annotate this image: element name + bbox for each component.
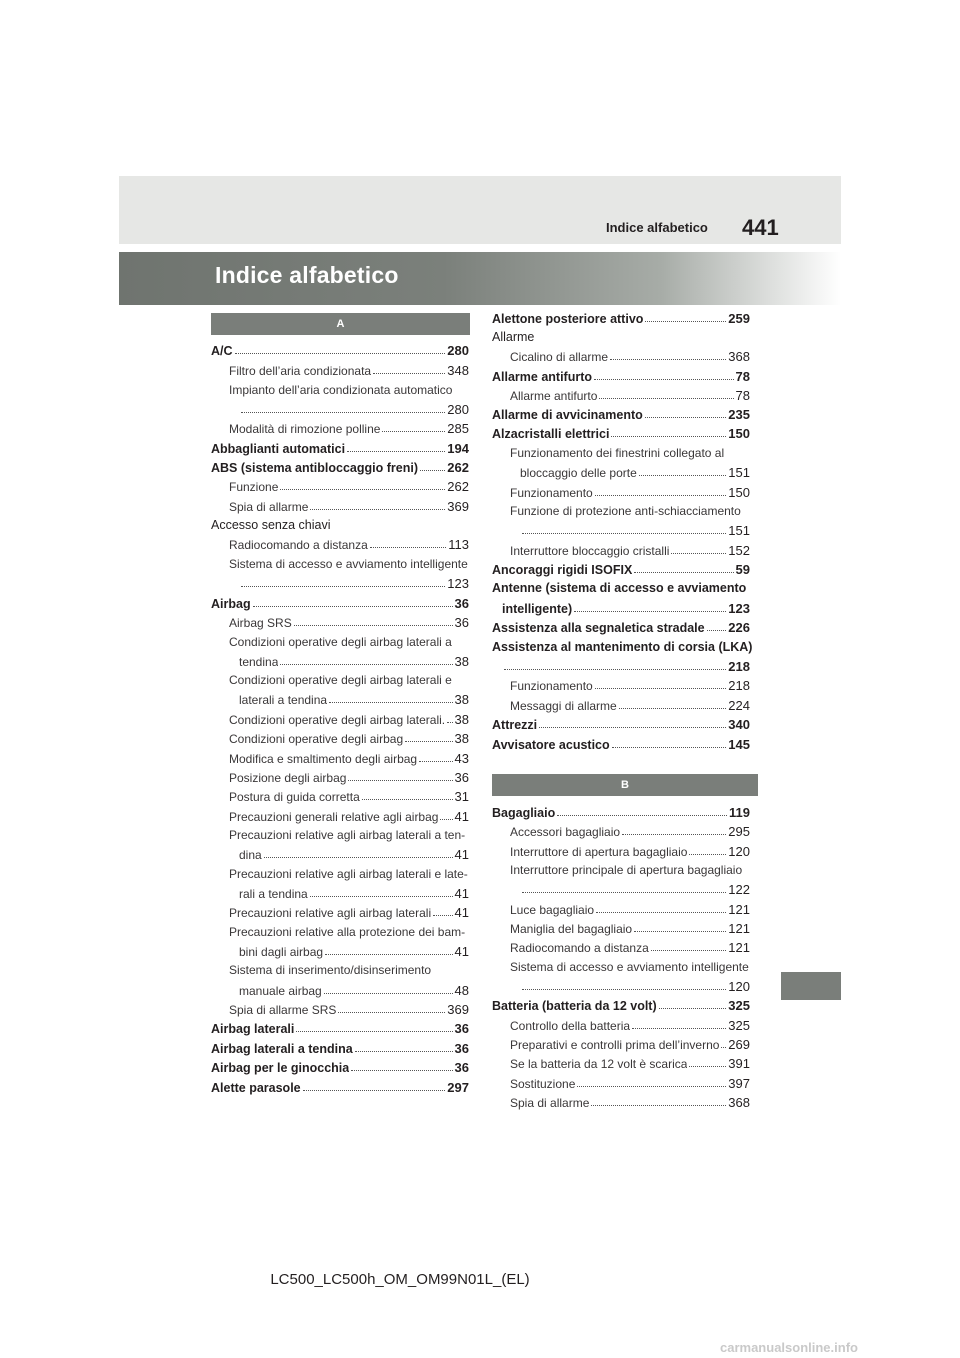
index-subentry[interactable]: Condizioni operative degli airbag laterali e [229, 673, 452, 687]
index-subentry[interactable]: Interruttore principale di apertura bagagliaio [510, 863, 743, 877]
index-entry[interactable]: Accesso senza chiavi [211, 518, 331, 532]
index-entry[interactable]: Attrezzi 340 [492, 717, 750, 732]
index-subentry[interactable]: Spia di allarme SRS 369 [229, 1002, 469, 1017]
index-subentry[interactable]: Sistema di accesso e avviamento intelligente [510, 960, 749, 974]
index-subentry[interactable]: Precauzioni relative agli airbag laterali a ten- [229, 828, 466, 842]
index-entry[interactable]: Avvisatore acustico 145 [492, 737, 750, 752]
section-header-b: B [492, 774, 758, 796]
index-entry[interactable]: Allarme [492, 330, 535, 344]
page-number: 441 [742, 215, 779, 240]
index-subentry[interactable]: Luce bagagliaio 121 [510, 902, 750, 917]
index-entry[interactable]: Airbag per le ginocchia 36 [211, 1060, 469, 1075]
index-subentry[interactable]: Modalità di rimozione polline 285 [229, 421, 469, 436]
index-subentry-continuation[interactable]: 280 [211, 402, 469, 417]
running-header-title: Indice alfabetico [606, 220, 708, 235]
index-subentry-continuation[interactable]: bini dagli airbag 41 [239, 944, 469, 959]
index-subentry[interactable]: Precauzioni relative agli airbag laterali 41 [229, 905, 469, 920]
index-subentry[interactable]: Impianto dell’aria condizionata automatico [229, 383, 453, 397]
index-subentry[interactable]: Precauzioni relative alla protezione dei bam- [229, 925, 466, 939]
index-subentry-continuation[interactable]: 123 [211, 576, 469, 591]
index-subentry-continuation[interactable]: 120 [492, 979, 750, 994]
index-entry[interactable]: Batteria (batteria da 12 volt) 325 [492, 998, 750, 1013]
chapter-title: Indice alfabetico [215, 262, 399, 288]
section-header-a: A [211, 313, 470, 335]
index-entry[interactable]: Airbag laterali a tendina 36 [211, 1041, 469, 1056]
index-subentry[interactable]: Messaggi di allarme 224 [510, 698, 750, 713]
index-subentry[interactable]: Sistema di inserimento/disinserimento [229, 963, 432, 977]
index-subentry[interactable]: Airbag SRS 36 [229, 615, 469, 630]
index-entry[interactable]: Antenne (sistema di accesso e avviamento [492, 581, 747, 595]
index-entry[interactable]: Alette parasole 297 [211, 1080, 469, 1095]
index-subentry[interactable]: Sistema di accesso e avviamento intelligente [229, 557, 468, 571]
index-subentry[interactable]: Modifica e smaltimento degli airbag 43 [229, 751, 469, 766]
index-subentry[interactable]: Funzionamento 150 [510, 485, 750, 500]
index-entry[interactable]: Bagagliaio 119 [492, 805, 750, 820]
index-entry[interactable]: A/C 280 [211, 343, 469, 358]
index-subentry[interactable]: Spia di allarme 369 [229, 499, 469, 514]
index-entry[interactable]: Allarme antifurto 78 [492, 369, 750, 384]
chapter-side-tab [781, 972, 841, 1000]
index-subentry-continuation[interactable]: tendina 38 [239, 654, 469, 669]
index-entry[interactable]: Alzacristalli elettrici 150 [492, 426, 750, 441]
index-subentry-continuation[interactable]: 151 [492, 523, 750, 538]
index-subentry[interactable]: Spia di allarme 368 [510, 1095, 750, 1110]
index-entry-continuation[interactable]: 218 [492, 659, 750, 674]
index-subentry[interactable]: Postura di guida corretta 31 [229, 789, 469, 804]
index-subentry-continuation[interactable]: dina 41 [239, 847, 469, 862]
index-subentry[interactable]: Allarme antifurto 78 [510, 388, 750, 403]
index-entry[interactable]: Airbag laterali 36 [211, 1021, 469, 1036]
index-subentry[interactable]: Posizione degli airbag 36 [229, 770, 469, 785]
index-subentry[interactable]: Precauzioni generali relative agli airbag 41 [229, 809, 469, 824]
index-subentry[interactable]: Condizioni operative degli airbag laterali a [229, 635, 452, 649]
index-subentry[interactable]: Cicalino di allarme 368 [510, 349, 750, 364]
index-entry-continuation[interactable]: intelligente) 123 [502, 601, 750, 616]
index-entry[interactable]: Ancoraggi rigidi ISOFIX 59 [492, 562, 750, 577]
index-entry[interactable]: Alettone posteriore attivo 259 [492, 311, 750, 326]
index-subentry-continuation[interactable]: rali a tendina 41 [239, 886, 469, 901]
index-subentry[interactable]: Radiocomando a distanza 121 [510, 940, 750, 955]
index-subentry[interactable]: Interruttore bloccaggio cristalli 152 [510, 543, 750, 558]
index-entry[interactable]: ABS (sistema antibloccaggio freni) 262 [211, 460, 469, 475]
index-entry[interactable]: Abbaglianti automatici 194 [211, 441, 469, 456]
index-subentry[interactable]: Accessori bagagliaio 295 [510, 824, 750, 839]
index-subentry[interactable]: Filtro dell’aria condizionata 348 [229, 363, 469, 378]
index-subentry[interactable]: Preparativi e controlli prima dell’inverno 269 [510, 1037, 750, 1052]
index-subentry[interactable]: Interruttore di apertura bagagliaio 120 [510, 844, 750, 859]
index-subentry[interactable]: Condizioni operative degli airbag 38 [229, 731, 469, 746]
index-subentry[interactable]: Funzione 262 [229, 479, 469, 494]
index-entry[interactable]: Airbag 36 [211, 596, 469, 611]
index-subentry[interactable]: Condizioni operative degli airbag laterali. 38 [229, 712, 469, 727]
index-subentry[interactable]: Funzione di protezione anti-schiacciamento [510, 504, 741, 518]
index-subentry[interactable]: Sostituzione 397 [510, 1076, 750, 1091]
watermark: carmanualsonline.info [720, 1340, 858, 1355]
index-subentry[interactable]: Se la batteria da 12 volt è scarica 391 [510, 1056, 750, 1071]
document-code: LC500_LC500h_OM_OM99N01L_(EL) [270, 1271, 530, 1288]
index-subentry[interactable]: Funzionamento dei finestrini collegato al [510, 446, 725, 460]
index-subentry-continuation[interactable]: bloccaggio delle porte 151 [520, 465, 750, 480]
index-subentry-continuation[interactable]: 122 [492, 882, 750, 897]
index-entry[interactable]: Assistenza alla segnaletica stradale 226 [492, 620, 750, 635]
index-subentry[interactable]: Precauzioni relative agli airbag laterali e late- [229, 867, 468, 881]
index-subentry[interactable]: Maniglia del bagagliaio 121 [510, 921, 750, 936]
index-subentry-continuation[interactable]: manuale airbag 48 [239, 983, 469, 998]
index-subentry[interactable]: Radiocomando a distanza 113 [229, 537, 469, 552]
index-subentry[interactable]: Funzionamento 218 [510, 678, 750, 693]
header-band [119, 176, 841, 244]
index-entry[interactable]: Assistenza al mantenimento di corsia (LKA) [492, 640, 753, 654]
index-subentry-continuation[interactable]: laterali a tendina 38 [239, 692, 469, 707]
index-subentry[interactable]: Controllo della batteria 325 [510, 1018, 750, 1033]
index-entry[interactable]: Allarme di avvicinamento 235 [492, 407, 750, 422]
